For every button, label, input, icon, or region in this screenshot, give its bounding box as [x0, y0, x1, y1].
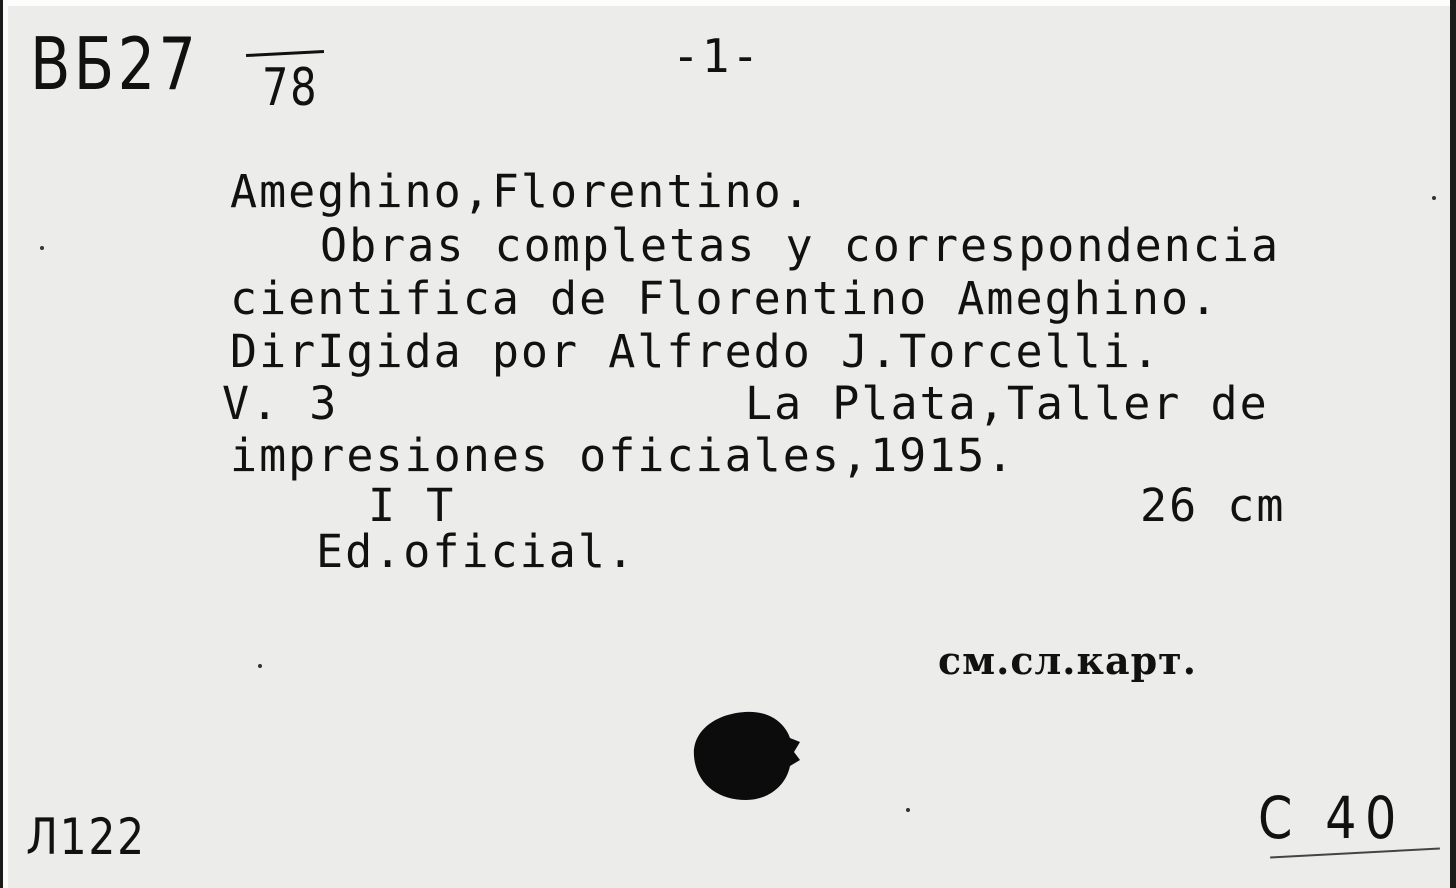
- stray-mark: [40, 246, 44, 250]
- stray-mark: [906, 808, 910, 812]
- author-heading: Ameghino,Florentino.: [230, 165, 812, 218]
- physical-size: 26 cm: [1140, 479, 1286, 532]
- imprint-line-1: La Plata,Taller de: [745, 377, 1269, 430]
- card-top-edge: [0, 0, 1456, 6]
- title-line-3: DirIgida por Alfredo J.Torcelli.: [230, 325, 1161, 378]
- bottom-left-code: Л122: [26, 808, 146, 866]
- continuation-note: см.сл.карт.: [938, 638, 1197, 683]
- call-number-sub: 78: [262, 58, 319, 118]
- call-number: ВБ27: [30, 22, 200, 106]
- title-line-2: cientifica de Florentino Ameghino.: [230, 272, 1220, 325]
- stray-mark: [258, 664, 262, 668]
- page-marker: -1-: [672, 29, 762, 83]
- stray-mark: [1432, 196, 1436, 200]
- card-left-edge: [0, 0, 8, 888]
- title-line-1: Obras completas y correspondencia: [320, 219, 1281, 272]
- edition-note: Ed.oficial.: [316, 525, 637, 578]
- bottom-right-code: С 40: [1258, 784, 1405, 852]
- tome-count: I T: [368, 479, 456, 532]
- card-right-edge: [1450, 0, 1456, 888]
- imprint-line-2: impresiones oficiales,1915.: [230, 429, 1016, 482]
- volume-label: V. 3: [222, 377, 339, 430]
- punch-hole: [690, 708, 800, 802]
- call-number-overline: [246, 50, 324, 57]
